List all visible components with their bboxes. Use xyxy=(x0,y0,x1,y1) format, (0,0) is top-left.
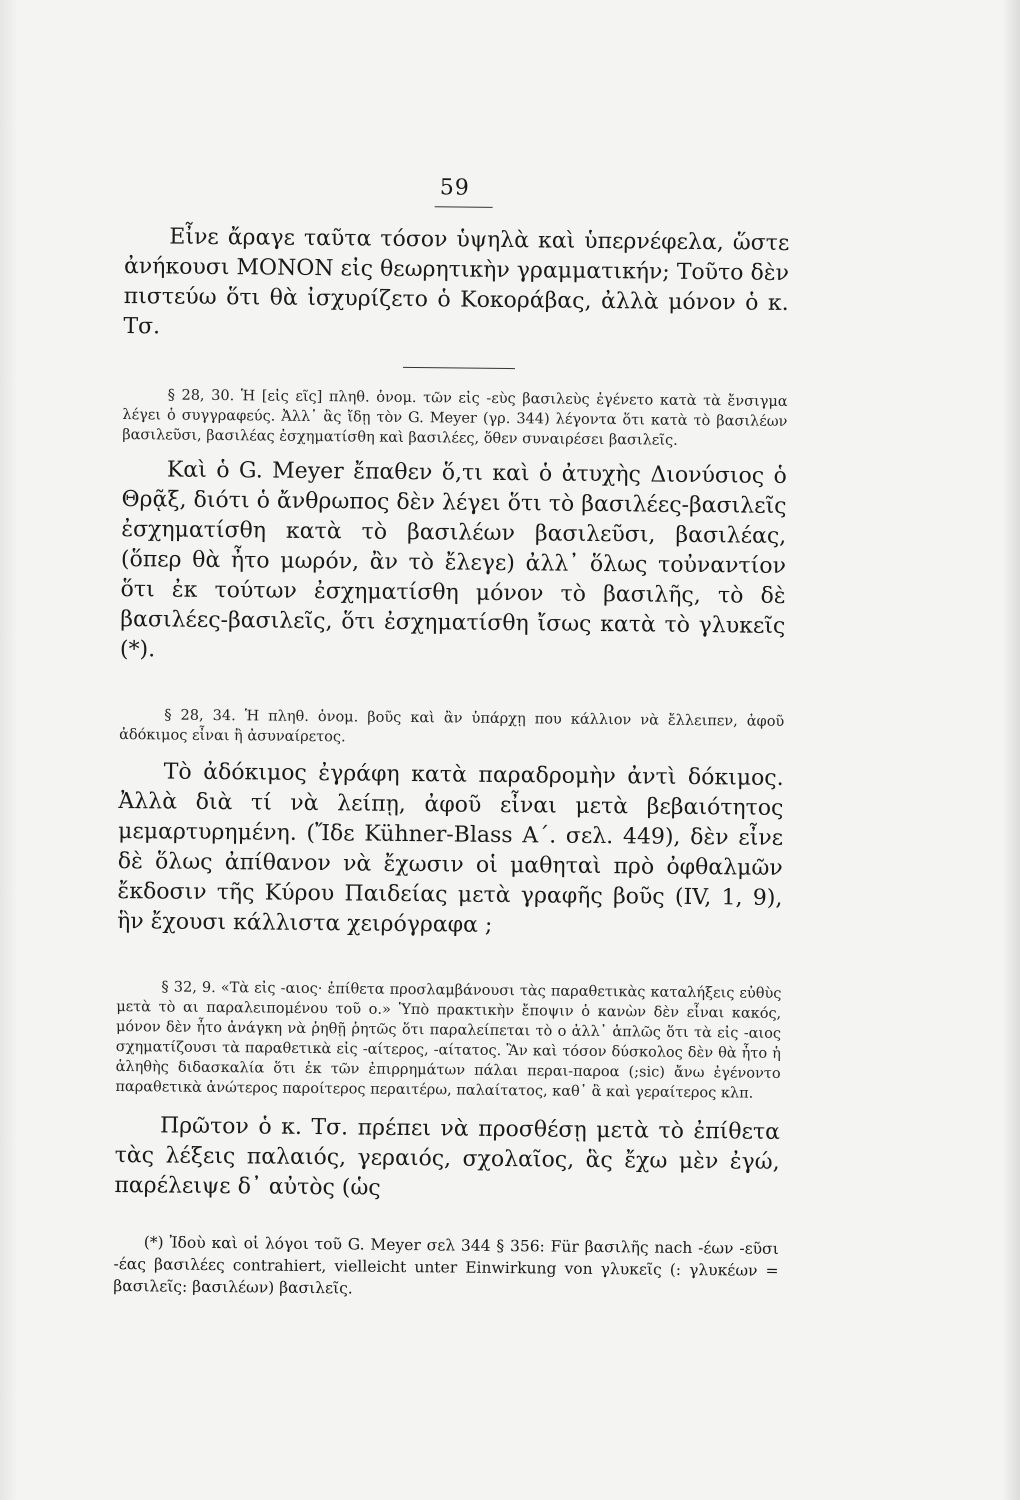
paragraph-1: Εἶνε ἄραγε ταῦτα τόσον ὑψηλὰ καὶ ὑπερνέφελα, ὥστε ἀνήκουσι ΜΟΝΟΝ εἰς θεωρητικὴν γραμματικήν; Τοῦτο δὲν πιστεύω ὅτι θὰ ἰσχυρίζετο ὁ Κοκοράβας, ἀλλὰ μόνον ὁ κ. Τσ. xyxy=(123,224,790,340)
page-edge-right xyxy=(1002,0,1020,1500)
paragraph-4: Πρῶτον ὁ κ. Τσ. πρέπει νὰ προσθέσῃ μετὰ τὸ ἐπίθετα τὰς λέξεις παλαιός, γεραιός, σχολαῖος, ἃς ἔχω μὲν ἐγώ, παρέλειψε δ᾽ αὐτὸς (ὡς xyxy=(114,1113,781,1201)
note-32-9: § 32, 9. «Τὰ εἰς -αιος· ἐπίθετα προσλαμβάνουσι τὰς παραθετικὰς καταλήξεις εὐθὺς μετὰ τὸ αι παραλειπομένου τοῦ ο.» Ὑπὸ πρακτικὴν ἔποψιν ὁ κανὼν δὲν εἶναι κακός, μόνον δὲν ἦτο ἀνάγκη νὰ ῥηθῇ ῥητῶς ὅτι παραλείπεται τὸ ο ἀλλ᾽ ἁπλῶς ὅτι τὰ εἰς -αιος σχηματίζουσι τὰ παραθετικὰ εἰς -αίτερος, -αίτατος. Ἂν καὶ τόσον δύσκολος δὲν θὰ ἦτο ἡ ἀληθὴς διδασκαλία ὅτι ἐκ τῶν ἐπιρρημάτων πάλαι περαι-παροα (;sic) ἄνω ἐγένοντο παραθετικὰ ἀνώτερος παροίτερος περαιτέρω, παλαίτατος, καθ᾽ ἃ καὶ γεραίτερος κλπ. xyxy=(115,979,782,1102)
page-number-rule xyxy=(435,206,493,208)
footnote: (*) Ἰδοὺ καὶ οἱ λόγοι τοῦ G. Meyer σελ 344 § 356: Für βασιλῆς nach -έων -εῦσι -έας βασιλέες contrahiert, vielleicht unter Einwirkung von γλυκεῖς (: γλυκέων = βασιλεῖς: βασιλέων) βασιλεῖς. xyxy=(113,1233,779,1298)
page-content xyxy=(113,172,790,1304)
section-divider xyxy=(403,367,515,369)
page-number: 59 xyxy=(439,175,470,201)
note-28-30: § 28, 30. Ἡ [εἰς εῖς] πληθ. ὀνομ. τῶν εἰς -εὺς βασιλεὺς ἐγένετο κατὰ τὰ ἔνσιγμα λέγει ὁ συγγραφεύς. Ἀλλ᾽ ἂς ἴδῃ τὸν G. Meyer (γρ. 344) λέγοντα ὅτι κατὰ τὸ βασιλέων βασιλεῦσι, βασιλέας ἐσχηματίσθη καὶ βασιλέες, ὅθεν συναιρέσει βασιλεῖς. xyxy=(122,387,788,449)
paragraph-2: Καὶ ὁ G. Meyer ἔπαθεν ὅ,τι καὶ ὁ ἀτυχὴς Διονύσιος ὁ Θρᾷξ, διότι ὁ ἄνθρωπος δὲν λέγει ὅτι τὸ βασιλέες-βασιλεῖς ἐσχηματίσθη κατὰ τὸ βασιλέων βασιλεῦσι, βασιλέας, (ὅπερ θὰ ἦτο μωρόν, ἂν τὸ ἔλεγε) ἀλλ᾽ ὅλως τοὐναντίον ὅτι ἐκ τούτων ἐσχηματίσθη μόνον τὸ βασιλῆς, τὸ δὲ βασιλέες-βασιλεῖς, ὅτι ἐσχηματίσθη ἴσως κατὰ τὸ γλυκεῖς (*). xyxy=(119,457,787,663)
note-28-34: § 28, 34. Ἡ πληθ. ὀνομ. βοῦς καὶ ἂν ὑπάρχῃ που κάλλιον νὰ ἔλλειπεν, ἀφοῦ ἀδόκιμος εἶναι ἢ ἀσυναίρετος. xyxy=(119,707,785,746)
paragraph-3: Τὸ ἀδόκιμος ἐγράφη κατὰ παραδρομὴν ἀντὶ δόκιμος. Ἀλλὰ διὰ τί νὰ λείπῃ, ἀφοῦ εἶναι μετὰ βεβαιότητος μεμαρτυρημένη. (Ἴδε Kühner-Blass Α΄. σελ. 449), δὲν εἶνε δὲ ὅλως ἀπίθανον νὰ ἔχωσιν οἱ μαθηταὶ πρὸ ὀφθαλμῶν ἔκδοσιν τῆς Κύρου Παιδείας μετὰ γραφῆς βοῦς (IV, 1, 9), ἣν ἔχουσι κάλλιστα χειρόγραφα ; xyxy=(117,759,784,938)
page-edge-left xyxy=(0,0,18,1500)
